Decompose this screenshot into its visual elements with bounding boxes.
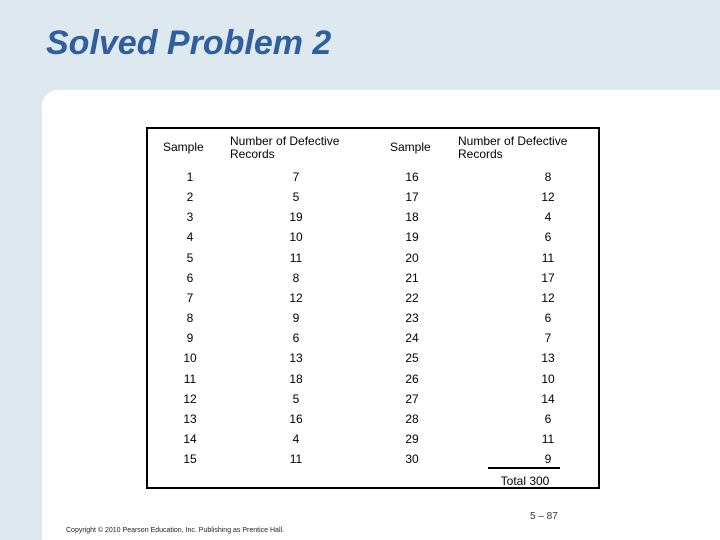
right-defects-cell: 4 [544,210,552,225]
left-sample-cell: 14 [183,431,197,446]
right-defects-cell: 7 [544,331,552,346]
right-defects-cell: 6 [544,411,552,426]
left-sample-cell: 12 [183,391,197,406]
left-sample-cell: 2 [186,190,194,205]
left-defects-cell: 6 [292,331,300,346]
left-sample-cell: 6 [186,270,194,285]
header-defects-left-line1: Number of Defective [230,134,340,148]
total-divider [488,467,560,469]
right-sample-cell: 23 [405,311,419,326]
left-sample-cell: 7 [186,290,194,305]
left-sample-cell: 3 [186,210,194,225]
left-defects-cell: 12 [289,290,303,305]
right-sample-cell: 19 [405,230,419,245]
header-defects-right [458,135,567,161]
left-sample-cell: 4 [186,230,194,245]
total-label: Total 300 [500,474,550,488]
right-sample-cell: 26 [405,371,419,386]
left-defects-cell: 8 [292,270,300,285]
left-defects-cell: 16 [289,411,303,426]
left-defects-cell: 5 [292,391,300,406]
header-defects-right-line1: Number of Defective [458,134,568,148]
right-defects-cell: 9 [544,452,552,467]
header-sample-right: Sample [390,140,431,154]
left-sample-cell: 10 [183,351,197,366]
left-defects-cell: 11 [289,452,303,467]
header-sample-left: Sample [163,140,204,154]
right-defects-cell: 8 [544,170,552,184]
right-sample-cell: 30 [405,452,419,467]
left-defects-cell: 7 [292,170,300,184]
right-sample-cell: 25 [405,351,419,366]
header-defects-left [230,135,339,161]
left-defects-cell: 4 [292,431,300,446]
left-defects-cell: 18 [289,371,303,386]
right-defects-cell: 11 [541,250,555,265]
left-sample-cell: 8 [186,311,194,326]
left-sample-cell: 11 [183,371,197,386]
slide-title: Solved Problem 2 [46,24,332,62]
left-defects-cell: 9 [292,311,300,326]
header-defects-right-line2: Records [458,147,503,161]
right-defects-cell: 12 [541,190,555,205]
left-defects-cell: 5 [292,190,300,205]
right-defects-cell: 13 [541,351,555,366]
right-sample-cell: 29 [405,431,419,446]
left-sample-cell: 5 [186,250,194,265]
right-defects-cell: 6 [544,230,552,245]
right-defects-cell: 6 [544,311,552,326]
right-sample-cell: 17 [405,190,419,205]
right-defects-cell: 17 [541,270,555,285]
left-sample-cell: 1 [186,170,194,184]
right-sample-cell: 21 [405,270,419,285]
left-defects-cell: 19 [289,210,303,225]
header-defects-left-line2: Records [230,147,275,161]
right-sample-cell: 24 [405,331,419,346]
left-defects-cell: 10 [289,230,303,245]
left-defects-cell: 11 [289,250,303,265]
copyright-notice: Copyright © 2010 Pearson Education, Inc. Publishing as Prentice Hall. [66,527,285,534]
right-sample-cell: 27 [405,391,419,406]
left-sample-cell: 13 [183,411,197,426]
right-sample-cell: 22 [405,290,419,305]
left-sample-cell: 15 [183,452,197,467]
left-defects-cell: 13 [289,351,303,366]
right-sample-cell: 18 [405,210,419,225]
right-defects-cell: 14 [541,391,555,406]
right-defects-cell: 10 [541,371,555,386]
right-sample-cell: 28 [405,411,419,426]
right-sample-cell: 16 [405,170,419,184]
right-sample-cell: 20 [405,250,419,265]
right-defects-cell: 11 [541,431,555,446]
left-sample-cell: 9 [186,331,194,346]
page-number: 5 – 87 [530,511,558,522]
right-defects-cell: 12 [541,290,555,305]
